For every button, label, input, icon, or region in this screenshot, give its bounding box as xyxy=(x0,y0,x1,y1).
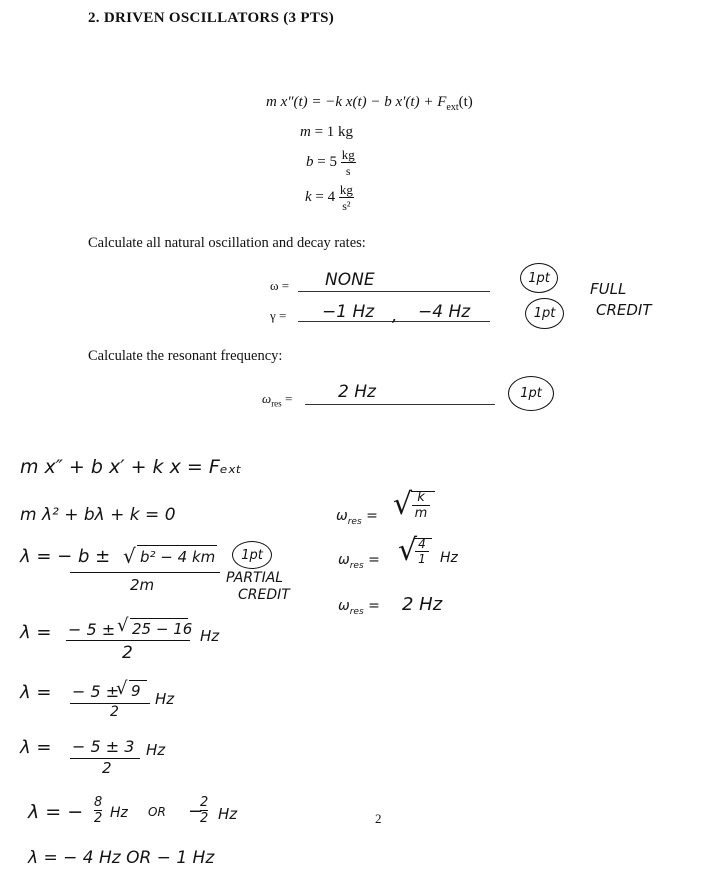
eom-rhs-end: (t) xyxy=(458,94,473,110)
work-line-6-unit: Hz xyxy=(146,741,166,759)
partial-line2: CREDIT xyxy=(238,587,290,603)
page-number: 2 xyxy=(375,811,382,826)
mass-value: = 1 kg xyxy=(310,124,354,140)
sqrt-sign-r1: √ xyxy=(393,487,413,522)
work-line-8: λ = − 4 Hz OR − 1 Hz xyxy=(28,848,215,868)
right-line-1-eq: = xyxy=(361,508,378,524)
right-line-2-eq: = xyxy=(363,552,380,568)
fraction-bar-3 xyxy=(70,572,220,573)
spring-unit-fraction xyxy=(339,183,354,212)
natural-rates-prompt: Calculate all natural oscillation and decay rates: xyxy=(88,235,366,251)
wres-answer-line xyxy=(305,404,495,405)
work-line-7-hz2: Hz xyxy=(218,805,238,823)
work-line-3-radicand: b² − 4 km xyxy=(140,548,216,566)
work-line-7-hz1: Hz xyxy=(110,805,128,821)
work-line-2: m λ² + bλ + k = 0 xyxy=(20,505,176,525)
right-line-3-w: ω xyxy=(338,598,350,614)
full-credit-note xyxy=(590,279,652,321)
resonant-prompt: Calculate the resonant frequency: xyxy=(88,348,283,364)
omega-label: ω = xyxy=(270,278,290,293)
sqrt-sign-5: √ xyxy=(116,678,128,699)
sqrt-bar-5 xyxy=(129,680,147,681)
omega-points-circle xyxy=(520,263,558,293)
work-line-7-d2: 2 xyxy=(200,811,209,826)
omega-points: 1pt xyxy=(528,270,550,286)
partial-points: 1pt xyxy=(241,547,263,563)
sqrt-sign-r2: √ xyxy=(398,533,418,568)
right-line-1 xyxy=(336,508,378,527)
work-line-6-den: 2 xyxy=(102,759,112,777)
right-line-3-sub: res xyxy=(349,606,364,617)
work-line-7-frac2 xyxy=(200,795,208,826)
gamma-label: γ = xyxy=(270,308,287,323)
work-line-6-lhs: λ = xyxy=(20,737,52,758)
work-line-5-den: 2 xyxy=(110,704,119,720)
work-line-7-or: OR xyxy=(148,805,166,819)
eom-rhs: = −k x(t) − b x′(t) + F xyxy=(307,94,447,110)
work-line-5-radicand: 9 xyxy=(131,682,141,700)
partial-credit-note xyxy=(226,570,290,604)
wres-eq: = xyxy=(281,391,293,406)
res-points-circle xyxy=(508,376,554,411)
work-line-1: m x″ + b x′ + k x = Fₑₓₜ xyxy=(20,456,242,478)
fraction-bar-4 xyxy=(66,640,190,641)
right-line-1-num: k xyxy=(417,490,425,505)
spring-unit-den: s² xyxy=(342,199,351,213)
damping-unit-den: s xyxy=(345,164,351,178)
full-credit-line2: CREDIT xyxy=(596,301,652,319)
spring-unit-num: kg xyxy=(339,182,353,197)
omega-answer: NONE xyxy=(325,270,375,290)
eom-lhs: m x″(t) xyxy=(266,94,308,110)
work-line-4-num: − 5 ± xyxy=(68,620,116,639)
damping-label: b xyxy=(306,153,314,170)
partial-points-circle xyxy=(232,541,272,569)
omega-answer-line xyxy=(298,291,490,292)
work-line-7-d1: 2 xyxy=(94,811,103,826)
damping-unit-num: kg xyxy=(341,147,355,162)
spring-label: k xyxy=(305,188,312,205)
work-line-7-n1: 8 xyxy=(94,795,103,810)
damping-definition xyxy=(306,148,356,177)
sqrt-sign-1: √ xyxy=(123,544,136,568)
sqrt-bar-4 xyxy=(130,618,188,619)
gamma-answer-1: −1 Hz xyxy=(322,302,375,322)
work-line-3-lhs: λ = − b ± xyxy=(20,546,111,567)
work-line-7-n2: 2 xyxy=(200,795,209,810)
equation-of-motion xyxy=(266,94,473,113)
spring-prefix: = 4 xyxy=(311,188,336,205)
work-line-5-num: − 5 ± xyxy=(72,682,120,701)
mass-label: m xyxy=(300,124,311,140)
gamma-points-circle xyxy=(525,298,564,329)
sqrt-bar-1 xyxy=(137,545,217,546)
work-line-3-denominator: 2m xyxy=(130,576,155,594)
mass-definition xyxy=(300,124,353,141)
right-line-2-num: 4 xyxy=(418,537,426,551)
right-line-2-den: 1 xyxy=(415,551,429,566)
full-credit-line1: FULL xyxy=(590,280,627,298)
eom-sub: ext xyxy=(446,102,459,113)
work-line-4-radicand: 25 − 16 xyxy=(132,620,193,638)
problem-heading: 2. DRIVEN OSCILLATORS (3 PTS) xyxy=(88,10,335,26)
res-points: 1pt xyxy=(520,386,542,401)
work-line-5-unit: Hz xyxy=(155,690,175,708)
right-line-1-frac xyxy=(412,490,430,521)
work-line-4-unit: Hz xyxy=(200,627,220,645)
damping-unit-fraction xyxy=(341,148,356,177)
work-line-7-neg: − xyxy=(188,801,204,822)
gamma-answer-sep: , xyxy=(392,306,398,326)
right-line-1-den: m xyxy=(412,505,430,521)
right-line-3-value: 2 Hz xyxy=(402,594,443,615)
work-line-5-lhs: λ = xyxy=(20,682,52,703)
gamma-answer-2: −4 Hz xyxy=(418,302,471,322)
work-line-7-frac1 xyxy=(94,795,102,826)
right-line-2-w: ω xyxy=(338,552,350,568)
right-line-2-sub: res xyxy=(349,560,364,571)
sqrt-sign-4: √ xyxy=(117,615,129,636)
wres-sub: res xyxy=(271,398,282,409)
right-line-2 xyxy=(338,552,380,571)
work-line-7-lhs: λ = − xyxy=(28,801,84,823)
work-line-4-den: 2 xyxy=(122,643,133,663)
right-line-2-frac xyxy=(415,537,429,566)
right-line-3-eq: = xyxy=(363,598,380,614)
damping-prefix: = 5 xyxy=(313,153,337,170)
wres-answer: 2 Hz xyxy=(338,382,376,402)
work-line-6-num: − 5 ± 3 xyxy=(72,737,135,756)
right-line-3 xyxy=(338,598,380,617)
work-line-4-lhs: λ = xyxy=(20,622,52,643)
wres-symbol: ω xyxy=(262,391,272,406)
right-line-1-sub: res xyxy=(347,516,362,527)
right-line-1-w: ω xyxy=(336,508,348,524)
partial-line1: PARTIAL xyxy=(226,570,284,586)
wres-label xyxy=(262,391,292,409)
gamma-points: 1pt xyxy=(533,306,556,321)
right-line-2-unit: Hz xyxy=(440,550,458,566)
spring-definition xyxy=(305,183,354,212)
